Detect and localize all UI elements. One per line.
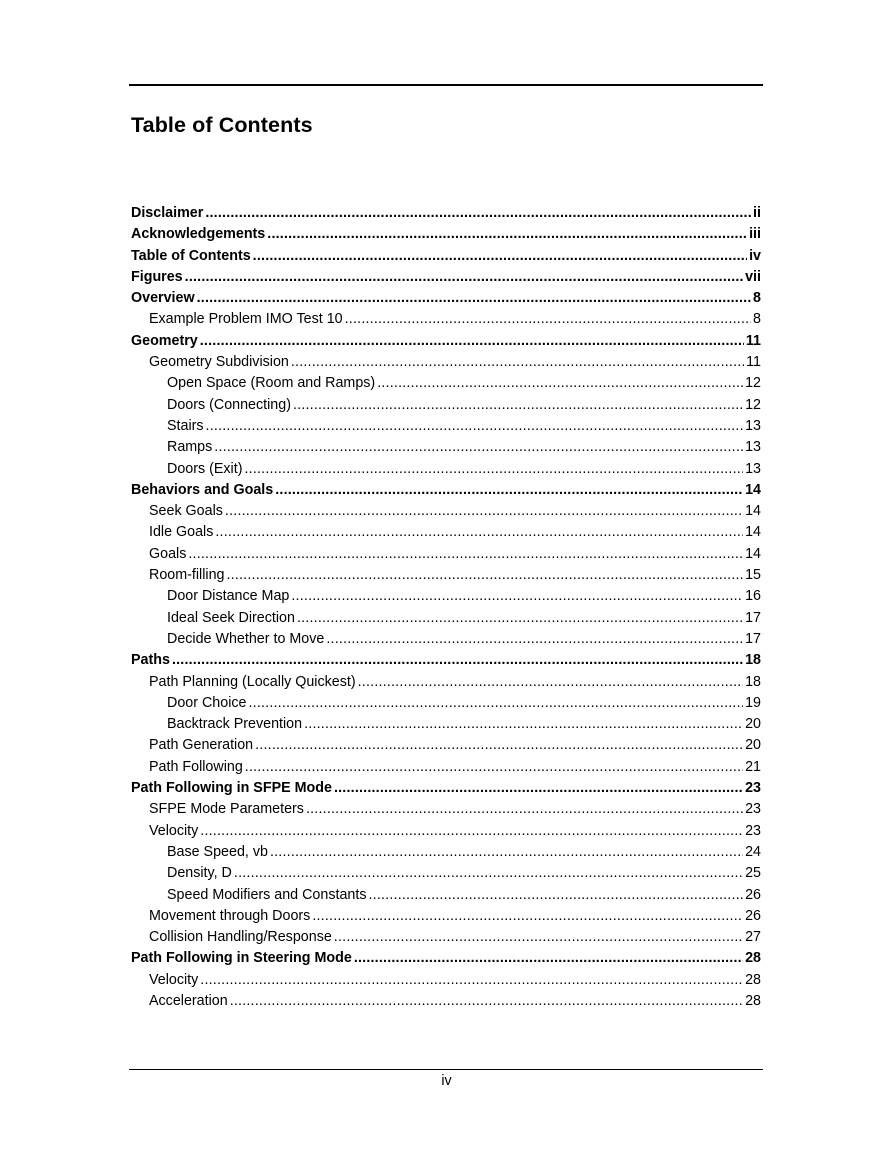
- toc-dot-leader: [291, 586, 743, 607]
- toc-dot-leader: [172, 650, 743, 671]
- toc-entry-label: Table of Contents: [131, 247, 251, 264]
- toc-entry[interactable]: [131, 799, 761, 820]
- toc-entry[interactable]: [131, 203, 761, 224]
- toc-entry[interactable]: [131, 714, 761, 735]
- toc-entry-page: 11: [746, 354, 761, 371]
- toc-dot-leader: [206, 416, 744, 437]
- toc-entry-label: Geometry: [131, 332, 198, 349]
- toc-entry-page: 8: [753, 290, 761, 307]
- toc-entry-page: vii: [745, 268, 761, 285]
- toc-entry[interactable]: [131, 437, 761, 458]
- footer-rule: [129, 1069, 763, 1070]
- toc-dot-leader: [205, 203, 751, 224]
- toc-entry-page: 19: [745, 694, 761, 711]
- toc-entry-page: 12: [745, 396, 761, 413]
- toc-entry-label: Open Space (Room and Ramps): [167, 375, 376, 392]
- toc-entry-page: 26: [745, 907, 761, 924]
- toc-entry[interactable]: [131, 373, 761, 394]
- toc-dot-leader: [185, 267, 743, 288]
- toc-entry[interactable]: [131, 778, 761, 799]
- toc-entry-label: Figures: [131, 268, 183, 285]
- toc-entry[interactable]: [131, 672, 761, 693]
- toc-entry-page: iii: [749, 226, 761, 243]
- toc-entry-page: 16: [745, 588, 761, 605]
- toc-dot-leader: [334, 778, 743, 799]
- toc-entry-label: Door Distance Map: [167, 588, 290, 605]
- toc-entry-label: Goals: [149, 545, 187, 562]
- toc-entry-label: Geometry Subdivision: [149, 354, 289, 371]
- toc-entry-page: 14: [745, 481, 761, 498]
- toc-entry[interactable]: [131, 693, 761, 714]
- toc-entry[interactable]: [131, 650, 761, 671]
- toc-dot-leader: [245, 757, 743, 778]
- page-number: iv: [441, 1073, 452, 1089]
- toc-entry-label: Stairs: [167, 417, 204, 434]
- toc-entry-label: Seek Goals: [149, 503, 223, 520]
- header-rule: [129, 84, 763, 86]
- toc-entry[interactable]: [131, 821, 761, 842]
- toc-entry-label: Ramps: [167, 439, 213, 456]
- toc-dot-leader: [215, 522, 743, 543]
- toc-entry[interactable]: [131, 288, 761, 309]
- toc-entry[interactable]: [131, 885, 761, 906]
- toc-dot-leader: [358, 672, 743, 693]
- toc-dot-leader: [253, 246, 747, 267]
- toc-entry-page: 14: [745, 503, 761, 520]
- toc-entry-page: 23: [745, 780, 761, 797]
- toc-dot-leader: [214, 437, 743, 458]
- toc-entry-label: Path Following in SFPE Mode: [131, 780, 332, 797]
- toc-entry-label: Velocity: [149, 971, 199, 988]
- toc-dot-leader: [200, 970, 743, 991]
- toc-entry[interactable]: [131, 267, 761, 288]
- toc-entry-page: 23: [745, 822, 761, 839]
- toc-entry[interactable]: [131, 565, 761, 586]
- toc-entry[interactable]: [131, 629, 761, 650]
- toc-entry-label: Ideal Seek Direction: [167, 609, 295, 626]
- toc-entry-page: 18: [745, 652, 761, 669]
- toc-entry-label: Doors (Exit): [167, 460, 243, 477]
- toc-entry-page: 26: [745, 886, 761, 903]
- toc-entry-page: 18: [745, 673, 761, 690]
- toc-entry[interactable]: [131, 459, 761, 480]
- toc-entry-page: 14: [745, 545, 761, 562]
- toc-dot-leader: [188, 544, 743, 565]
- toc-entry[interactable]: [131, 842, 761, 863]
- toc-entry-label: Overview: [131, 290, 195, 307]
- toc-entry-page: 15: [745, 567, 761, 584]
- toc-dot-leader: [312, 906, 743, 927]
- toc-entry-label: Velocity: [149, 822, 199, 839]
- toc-entry[interactable]: [131, 927, 761, 948]
- toc-entry-label: SFPE Mode Parameters: [149, 801, 304, 818]
- toc-entry-page: 27: [745, 929, 761, 946]
- toc-entry-label: Doors (Connecting): [167, 396, 291, 413]
- toc-entry-label: Path Generation: [149, 737, 254, 754]
- toc-entry[interactable]: [131, 352, 761, 373]
- toc-entry[interactable]: [131, 991, 761, 1012]
- toc-entry-label: Idle Goals: [149, 524, 214, 541]
- toc-entry-page: 12: [745, 375, 761, 392]
- toc-entry-label: Base Speed, vb: [167, 843, 268, 860]
- toc-dot-leader: [248, 693, 743, 714]
- toc-dot-leader: [234, 863, 743, 884]
- toc-entry-label: Collision Handling/Response: [149, 929, 332, 946]
- toc-entry[interactable]: [131, 224, 761, 245]
- toc-entry[interactable]: [131, 246, 761, 267]
- toc-dot-leader: [270, 842, 743, 863]
- toc-entry[interactable]: [131, 906, 761, 927]
- toc-entry-page: 11: [745, 332, 761, 349]
- toc-entry-page: 20: [745, 737, 761, 754]
- toc-dot-leader: [244, 459, 743, 480]
- toc-dot-leader: [291, 352, 744, 373]
- toc-entry-label: Path Planning (Locally Quickest): [149, 673, 356, 690]
- toc-entry-page: iv: [749, 247, 761, 264]
- toc-dot-leader: [354, 948, 743, 969]
- toc-dot-leader: [200, 821, 743, 842]
- table-of-contents: [131, 203, 761, 1012]
- toc-dot-leader: [275, 480, 743, 501]
- toc-entry-label: Paths: [131, 652, 170, 669]
- toc-entry-page: 17: [745, 609, 761, 626]
- toc-entry-page: 8: [753, 311, 761, 328]
- toc-entry[interactable]: [131, 395, 761, 416]
- toc-entry-page: 14: [745, 524, 761, 541]
- toc-entry-label: Disclaimer: [131, 205, 204, 221]
- toc-entry-label: Acknowledgements: [131, 226, 266, 243]
- toc-entry-page: 24: [745, 843, 761, 860]
- toc-entry-page: ii: [753, 205, 761, 221]
- toc-dot-leader: [334, 927, 743, 948]
- toc-dot-leader: [255, 735, 743, 756]
- toc-entry[interactable]: [131, 735, 761, 756]
- toc-entry-label: Door Choice: [167, 694, 247, 711]
- toc-entry[interactable]: [131, 948, 761, 969]
- toc-entry-label: Path Following in Steering Mode: [131, 950, 352, 967]
- toc-dot-leader: [326, 629, 743, 650]
- page-title: Table of Contents: [131, 113, 313, 137]
- toc-entry-page: 13: [745, 460, 761, 477]
- toc-dot-leader: [267, 224, 747, 245]
- toc-entry[interactable]: [131, 522, 761, 543]
- toc-entry-label: Decide Whether to Move: [167, 630, 325, 647]
- toc-entry[interactable]: [131, 970, 761, 991]
- toc-entry-label: Example Problem IMO Test 10: [149, 311, 343, 328]
- toc-entry[interactable]: [131, 501, 761, 522]
- toc-dot-leader: [297, 608, 743, 629]
- toc-entry-label: Speed Modifiers and Constants: [167, 886, 367, 903]
- toc-entry[interactable]: [131, 416, 761, 437]
- toc-dot-leader: [368, 885, 743, 906]
- toc-entry-label: Acceleration: [149, 992, 228, 1009]
- toc-entry[interactable]: [131, 586, 761, 607]
- toc-entry[interactable]: [131, 309, 761, 330]
- toc-entry-page: 20: [745, 716, 761, 733]
- toc-dot-leader: [304, 714, 743, 735]
- toc-entry[interactable]: [131, 331, 761, 352]
- toc-entry-label: Movement through Doors: [149, 907, 311, 924]
- toc-dot-leader: [200, 331, 744, 352]
- toc-entry-page: 28: [745, 950, 761, 967]
- toc-dot-leader: [306, 799, 743, 820]
- toc-entry-label: Backtrack Prevention: [167, 716, 303, 733]
- toc-entry-page: 25: [745, 865, 761, 882]
- toc-entry-label: Path Following: [149, 758, 243, 775]
- toc-entry-label: Density, D: [167, 865, 232, 882]
- toc-entry-page: 17: [745, 630, 761, 647]
- toc-dot-leader: [293, 395, 743, 416]
- toc-entry-label: Behaviors and Goals: [131, 481, 274, 498]
- toc-entry-label: Room-filling: [149, 567, 225, 584]
- toc-entry[interactable]: [131, 608, 761, 629]
- toc-entry[interactable]: [131, 757, 761, 778]
- toc-entry-page: 13: [745, 439, 761, 456]
- toc-dot-leader: [230, 991, 743, 1012]
- toc-dot-leader: [377, 373, 743, 394]
- toc-entry-page: 21: [745, 758, 761, 775]
- toc-entry-page: 28: [745, 992, 761, 1009]
- toc-entry[interactable]: [131, 480, 761, 501]
- toc-entry[interactable]: [131, 544, 761, 565]
- toc-entry-page: 28: [745, 971, 761, 988]
- toc-entry[interactable]: [131, 863, 761, 884]
- toc-dot-leader: [226, 565, 743, 586]
- toc-dot-leader: [225, 501, 743, 522]
- toc-dot-leader: [345, 309, 751, 330]
- toc-entry-page: 13: [745, 417, 761, 434]
- toc-dot-leader: [197, 288, 751, 309]
- toc-entry-page: 23: [745, 801, 761, 818]
